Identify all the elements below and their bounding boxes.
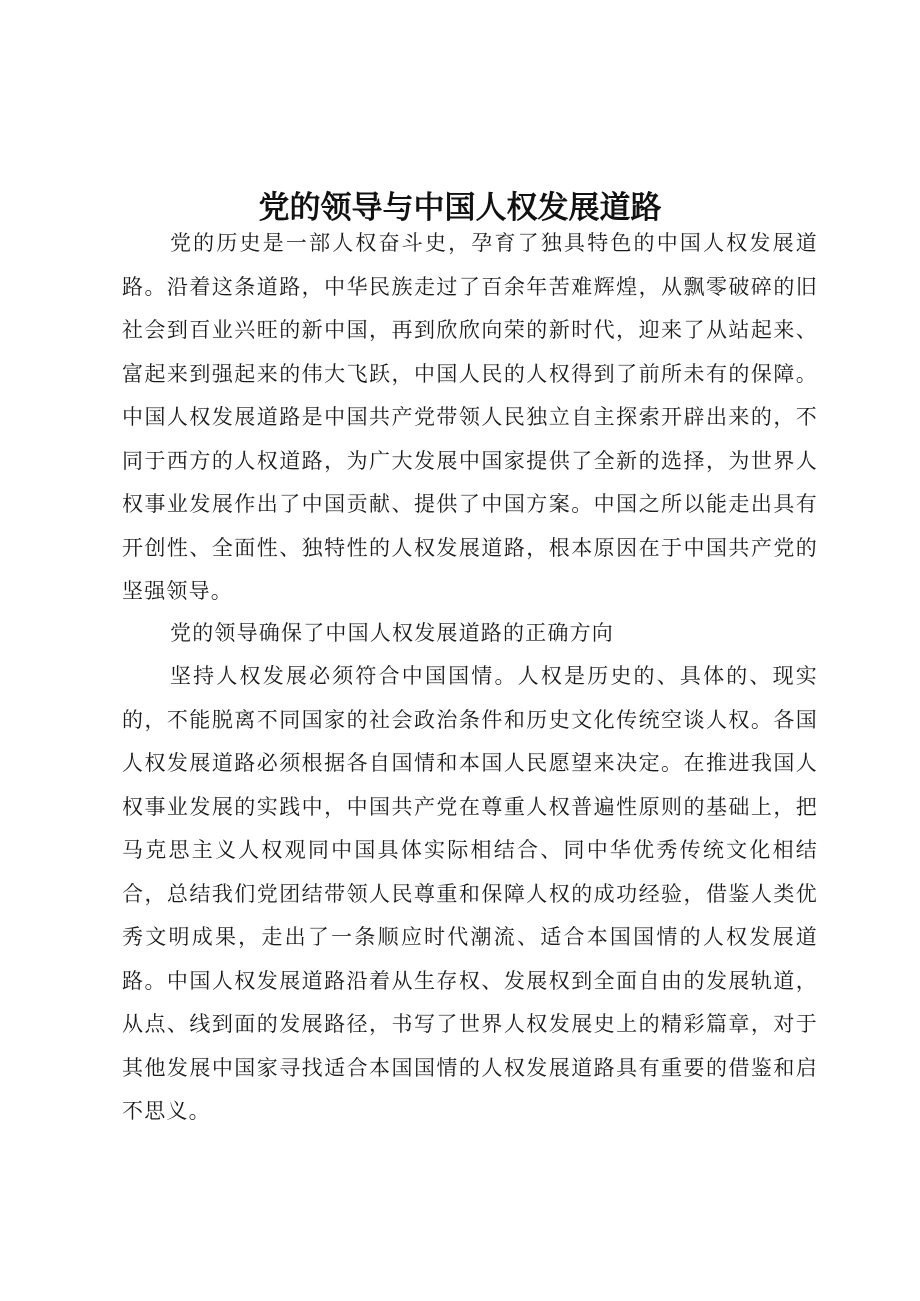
intro-paragraph: 党的历史是一部人权奋斗史，孕育了独具特色的中国人权发展道路。沿着这条道路，中华民族走过了百余年苦难辉煌，从飘零破碎的旧社会到百业兴旺的新中国，再到欣欣向荣的新时代，迎来了从站起来、富起来到强起来的伟大飞跃，中国人民的人权得到了前所未有的保障。中国人权发展道路是中国共产党带领人民独立自主探索开辟出来的，不同于西方的人权道路，为广大发展中国家提供了全新的选择，为世界人权事业发展作出了中国贡献、提供了中国方案。中国之所以能走出具有开创性、全面性、独特性的人权发展道路，根本原因在于中国共产党的坚强领导。: [122, 231, 818, 603]
section-body-paragraph: 坚持人权发展必须符合中国国情。人权是历史的、具体的、现实的，不能脱离不同国家的社会政治条件和历史文化传统空谈人权。各国人权发展道路必须根据各自国情和本国人民愿望来决定。在推进我国人权事业发展的实践中，中国共产党在尊重人权普遍性原则的基础上，把马克思主义人权观同中国具体实际相结合、同中华优秀传统文化相结合，总结我们党团结带领人民尊重和保障人权的成功经验，借鉴人类优秀文明成果，走出了一条顺应时代潮流、适合本国国情的人权发展道路。中国人权发展道路沿着从生存权、发展权到全面自由的发展轨道，从点、线到面的发展路径，书写了世界人权发展史上的精彩篇章，对于其他发展中国家寻找适合本国国情的人权发展道路具有重要的借鉴和启不思义。: [122, 664, 818, 1123]
page-title: 党的领导与中国人权发展道路: [258, 189, 662, 226]
section-heading: 党的领导确保了中国人权发展道路的正确方向: [170, 621, 614, 645]
